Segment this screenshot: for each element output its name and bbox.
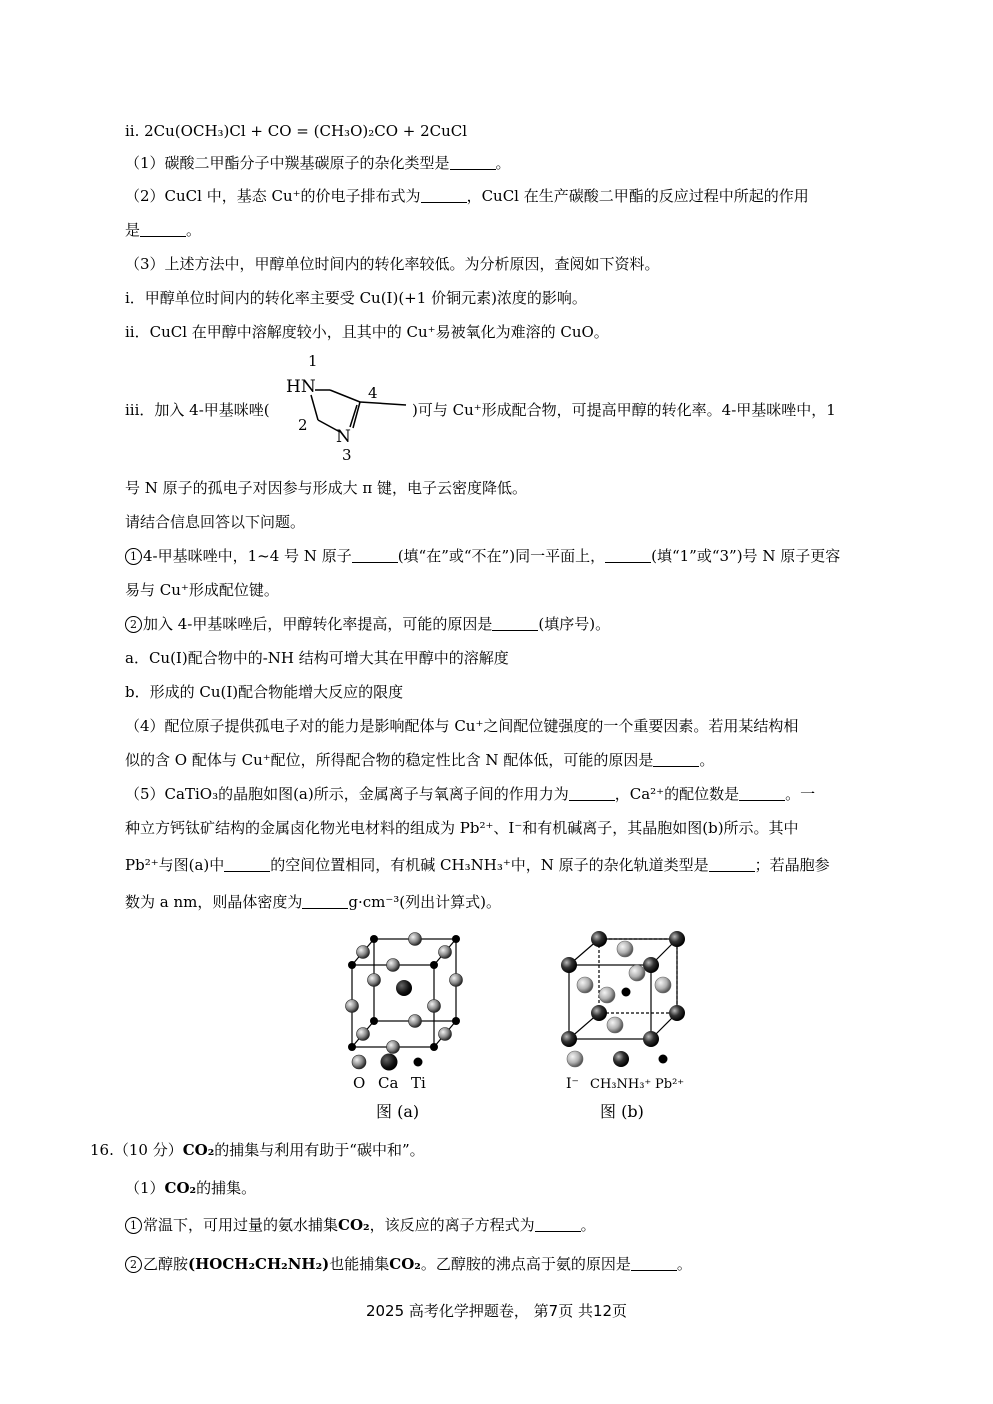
bond-c2-n1 [311,395,318,420]
circled-number: 1 [125,548,142,565]
question-3-sub1-cont: 易与 Cu⁺形成配位键。 [125,581,279,599]
legend-o-label: O [353,1074,366,1092]
ca-center-atom [396,980,412,996]
question-5: （5）CaTiO₃的晶胞如图(a)所示，金属离子与氧离子间的作用力为 ，Ca²⁺的配位数是 。一 [125,785,816,803]
info-ii: ii．CuCl 在甲醇中溶解度较小，且其中的 Cu⁺易被氧化为难溶的 CuO。 [125,323,609,341]
legend-cation-atom [613,1051,629,1067]
label-n: N [336,427,351,447]
instruction: 请结合信息回答以下问题。 [125,513,306,531]
answer-blank[interactable] [302,894,348,909]
question-1: （1）碳酸二甲酯分子中羰基碳原子的杂化类型是 。 [125,154,511,172]
info-iii-cont: 号 N 原子的孤电子对因参与形成大 π 键，电子云密度降低。 [125,479,528,497]
answer-blank[interactable] [605,548,651,563]
figure-b-perovskite-cell [555,925,700,1125]
legend-iodide-atom [567,1051,583,1067]
legend-pb-label: Pb²⁺ [655,1077,685,1092]
question-2: （2）CuCl 中，基态 Cu⁺的价电子排布式为 ，CuCl 在生产碳酸二甲酯的反应过程中所起的作用 [125,187,809,205]
line-reaction-ii: ii. 2Cu(OCH₃)Cl + CO = (CH₃O)₂CO + 2CuCl [125,122,468,140]
bond-c5-c4 [330,390,360,402]
figure-b-caption: 图 (b) [600,1102,644,1121]
answer-blank[interactable] [739,786,785,801]
legend-iodide-label: I⁻ [566,1076,579,1092]
methylimidazole-structure [278,350,418,464]
info-i: i．甲醇单位时间内的转化率主要受 Cu(I)(+1 价铜元素)浓度的影响。 [125,289,587,307]
answer-blank[interactable] [631,1256,677,1271]
answer-blank[interactable] [224,857,270,872]
label-position-1: 1 [308,352,318,370]
question-2-cont: 是 。 [125,221,202,239]
question-3-sub2: 2 加入 4-甲基咪唑后，甲醇转化率提高，可能的原因是 (填序号)。 [125,614,610,634]
question-16: 16.（10 分）CO₂的捕集与利用有助于“碳中和”。 [90,1141,425,1159]
legend-o-atom [352,1055,366,1069]
answer-blank[interactable] [352,548,398,563]
question-5-cont3: 数为 a nm，则晶体密度为 g·cm⁻³(列出计算式)。 [125,893,502,911]
question-3: （3）上述方法中，甲醇单位时间内的转化率较低。为分析原因，查阅如下资料。 [125,255,660,273]
circled-number: 2 [125,616,142,633]
answer-blank[interactable] [421,188,467,203]
answer-blank[interactable] [709,857,755,872]
answer-blank[interactable] [535,1217,581,1232]
circled-number: 1 [125,1217,142,1234]
question-16-1-sub1: 1 常温下，可用过量的氨水捕集CO₂，该反应的离子方程式为 。 [125,1215,596,1235]
answer-blank[interactable] [140,222,186,237]
legend-cation-label: CH₃NH₃⁺ [590,1077,652,1092]
label-position-4: 4 [368,384,378,402]
question-5-cont1: 种立方钙钛矿结构的金属卤化物光电材料的组成为 Pb²⁺、I⁻和有机碱离子，其晶胞如图(b)所示。其中 [125,819,799,837]
question-16-1-sub2: 2 乙醇胺(HOCH₂CH₂NH₂)也能捕集CO₂。乙醇胺的沸点高于氨的原因是 。 [125,1254,692,1274]
legend-ti-atom [414,1058,423,1067]
option-a: a．Cu(I)配合物中的-NH 结构可增大其在甲醇中的溶解度 [125,649,509,667]
info-iii-right: )可与 Cu⁺形成配合物，可提高甲醇的转化率。4-甲基咪唑中，1 [412,401,836,419]
legend-ca-label: Ca [378,1074,399,1092]
page-footer: 2025 高考化学押题卷， 第7页 共12页 [365,1302,628,1320]
figure-a-caption: 图 (a) [376,1102,420,1121]
question-16-1: （1）CO₂的捕集。 [125,1179,257,1197]
label-hn: HN [286,377,316,397]
label-position-3: 3 [342,446,352,464]
question-5-cont2: Pb²⁺与图(a)中 的空间位置相同，有机碱 CH₃NH₃⁺中，N 原子的杂化轨道类型是 ；若晶胞参 [125,856,830,874]
answer-blank[interactable] [492,616,538,631]
answer-blank[interactable] [569,786,615,801]
figure-a-catio3-cell [330,925,475,1125]
legend-ca-atom [381,1054,398,1071]
bond-methyl [360,402,406,405]
info-iii-left: iii．加入 4-甲基咪唑( [125,401,270,419]
legend-pb-atom [659,1055,668,1064]
question-4: （4）配位原子提供孤电子对的能力是影响配体与 Cu⁺之间配位键强度的一个重要因素。若用某结构相 [125,717,799,735]
legend-ti-label: Ti [411,1074,426,1092]
label-position-2: 2 [298,416,308,434]
answer-blank[interactable] [450,155,496,170]
circled-number: 2 [125,1256,142,1273]
question-3-sub1: 1 4-甲基咪唑中，1~4 号 N 原子 (填“在”或“不在”)同一平面上， (填“1”或“3”)号 N 原子更容 [125,546,840,566]
answer-blank[interactable] [653,752,699,767]
pb-center-atom [622,988,631,997]
question-4-cont: 似的含 O 配体与 Cu⁺配位，所得配合物的稳定性比含 N 配体低，可能的原因是 。 [125,751,715,769]
option-b: b．形成的 Cu(I)配合物能增大反应的限度 [125,683,404,701]
